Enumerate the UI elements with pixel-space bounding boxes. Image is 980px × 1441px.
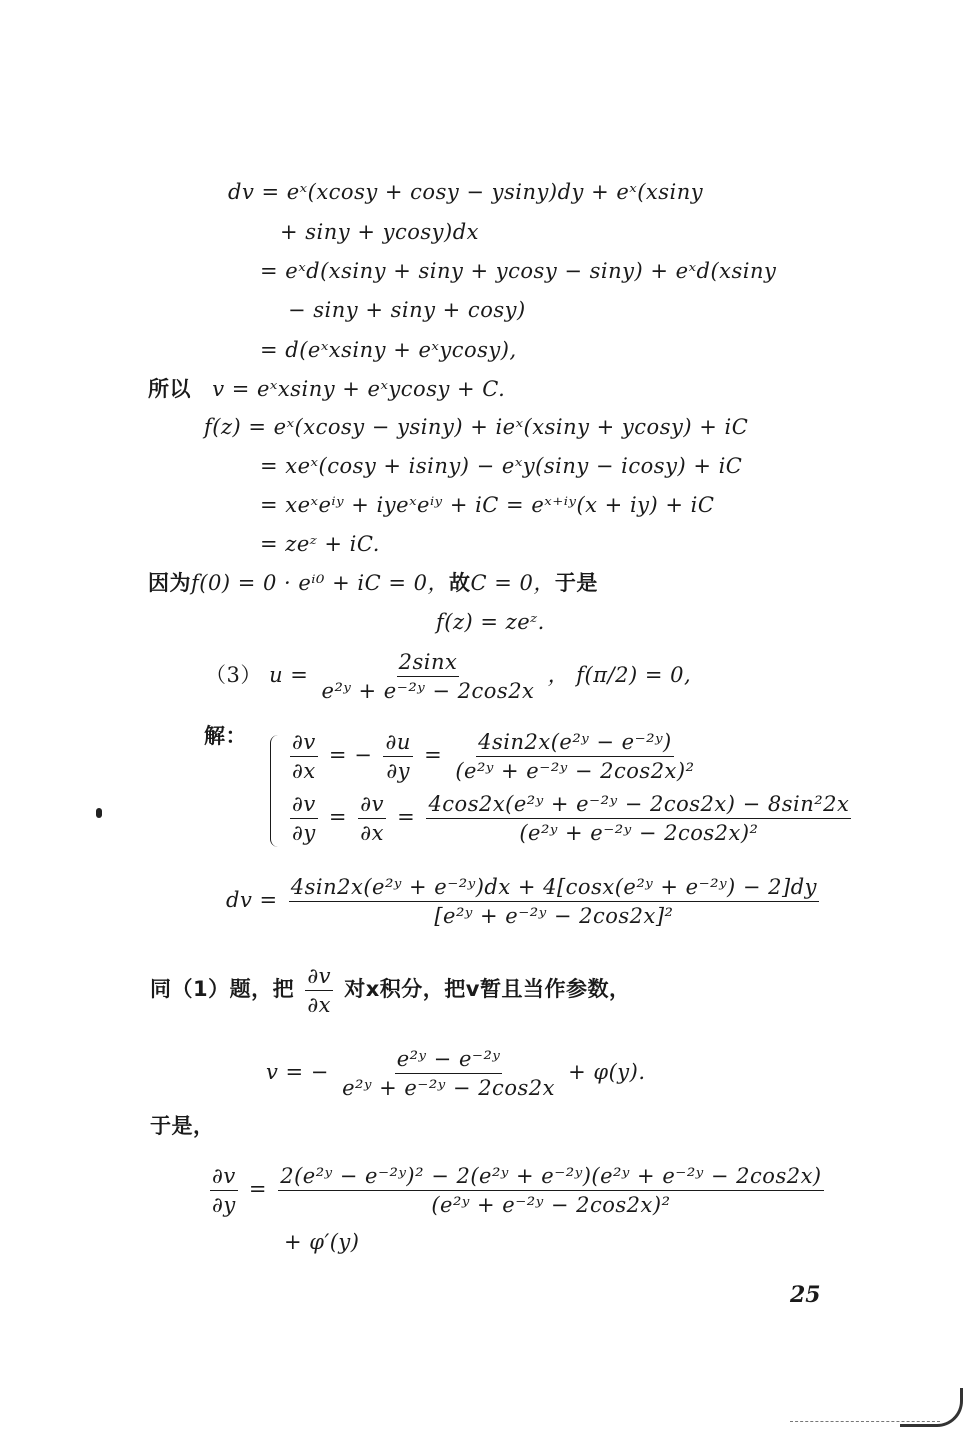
dv-numerator: 4sin2x(e²ʸ + e⁻²ʸ)dx + 4[cosx(e²ʸ + e⁻²ʸ) − 2]dy <box>289 873 819 902</box>
text-suoyi: 所以 <box>148 377 191 401</box>
eq1-minus: = − <box>328 743 373 767</box>
v-denominator: e²ʸ + e⁻²ʸ − 2cos2x <box>342 1076 555 1100</box>
system-eq-1 <box>286 728 701 785</box>
phi-prime-tail: + φ′(y) <box>284 1230 360 1254</box>
dv-dx-den-2: ∂x <box>360 821 384 845</box>
text-yushi: 于是 <box>554 571 598 595</box>
equation-line-11 <box>148 569 598 597</box>
dv-dx-num-2: ∂v <box>358 790 386 819</box>
scan-mark <box>96 808 102 818</box>
equation-line-7: f(z) = eˣ(xcosy − ysiny) + ieˣ(xsiny + ycosy) + iC <box>204 415 749 439</box>
equation-line-6 <box>148 375 505 403</box>
equation-line-4: − siny + siny + cosy) <box>288 298 526 322</box>
dv-dy-num: ∂v <box>290 790 318 819</box>
dv-denominator: [e²ʸ + e⁻²ʸ − 2cos2x]² <box>434 904 674 928</box>
last-lhs-fraction <box>210 1162 238 1219</box>
eq1-rhs-num: 4sin2x(e²ʸ − e⁻²ʸ) <box>476 728 674 757</box>
text-gu: 故 <box>448 571 471 595</box>
last-lhs-den: ∂y <box>212 1193 236 1217</box>
system-brace <box>270 735 281 847</box>
same-as-problem-1 <box>150 962 630 1019</box>
dv-dy-den: ∂y <box>292 821 316 845</box>
v-tail: + φ(y). <box>568 1060 646 1084</box>
v-expression <box>266 1045 646 1102</box>
equation-line-2: + siny + ycosy)dx <box>280 220 479 244</box>
problem-3-u: u = <box>269 663 309 687</box>
eq2-rhs-den: (e²ʸ + e⁻²ʸ − 2cos2x)² <box>519 821 759 845</box>
c-value: C = 0， <box>470 571 555 595</box>
last-rhs-den: (e²ʸ + e⁻²ʸ − 2cos2x)² <box>431 1193 671 1217</box>
eq1-rhs-den: (e²ʸ + e⁻²ʸ − 2cos2x)² <box>455 759 695 783</box>
problem-3-label: （3） <box>205 663 262 687</box>
last-rhs-num: 2(e²ʸ − e⁻²ʸ)² − 2(e²ʸ + e⁻²ʸ)(e²ʸ + e⁻²ʸ − 2cos2x) <box>278 1162 823 1191</box>
dv-dy-fraction <box>290 790 318 847</box>
text-tong: 同（1）题，把 <box>150 977 295 1001</box>
same-den: ∂x <box>307 993 332 1017</box>
solution-label: 解： <box>204 724 247 748</box>
eq2-rhs-num: 4cos2x(e²ʸ + e⁻²ʸ − 2cos2x) − 8sin²2x <box>426 790 851 819</box>
problem-3-fraction <box>320 648 537 705</box>
v-numerator: e²ʸ − e⁻²ʸ <box>395 1045 503 1074</box>
eq2-equals-1: = <box>328 805 348 829</box>
last-equals: = <box>248 1177 268 1201</box>
system-eq-2 <box>286 790 855 847</box>
dv-dx-den: ∂x <box>292 759 316 783</box>
page-number: 25 <box>790 1282 821 1308</box>
last-rhs-fraction <box>278 1162 823 1219</box>
problem-3-condition: ， f(π/2) = 0, <box>547 663 692 687</box>
equation-line-5: = d(eˣxsiny + eˣycosy), <box>260 338 517 362</box>
equation-line-1: dv = eˣ(xcosy + cosy − ysiny)dy + eˣ(xsiny <box>228 180 704 204</box>
eq1-rhs-fraction <box>453 728 696 785</box>
same-num: ∂v <box>305 962 333 991</box>
dv-dx-fraction <box>290 728 318 785</box>
scan-edge <box>790 1421 940 1422</box>
dv-fraction <box>289 873 819 930</box>
last-lhs-num: ∂v <box>210 1162 238 1191</box>
dv-expression <box>226 873 823 930</box>
text-yinwei: 因为 <box>148 571 191 595</box>
v-lhs: v = − <box>266 1060 329 1084</box>
dv-dy-expression <box>206 1162 828 1219</box>
dv-lhs: dv = <box>226 888 278 912</box>
dv-dx-fraction-2 <box>358 790 386 847</box>
problem-3 <box>205 648 691 705</box>
dv-dx-num: ∂v <box>290 728 318 757</box>
v-result: v = eˣxsiny + eˣycosy + C. <box>212 377 506 401</box>
f0-condition: f(0) = 0 · eⁱ⁰ + iC = 0， <box>191 571 449 595</box>
eq2-rhs-fraction <box>426 790 851 847</box>
problem-3-numerator: 2sinx <box>397 648 460 677</box>
equation-line-8: = xeˣ(cosy + isiny) − eˣy(siny − icosy) + iC <box>260 454 743 478</box>
same-fraction <box>305 962 333 1019</box>
du-dy-num: ∂u <box>383 728 412 757</box>
text-then: 于是， <box>150 1114 215 1138</box>
equation-line-3: = eˣd(xsiny + siny + ycosy − siny) + eˣd(xsiny <box>260 259 777 283</box>
equation-line-9: = xeˣeⁱʸ + iyeˣeⁱʸ + iC = eˣ⁺ⁱʸ(x + iy) + iC <box>260 493 715 517</box>
problem-3-denominator: e²ʸ + e⁻²ʸ − 2cos2x <box>321 679 535 703</box>
equation-line-10: = zeᶻ + iC. <box>260 532 380 556</box>
du-dy-den: ∂y <box>386 759 411 783</box>
text-integrate: 对x积分，把v暂且当作参数， <box>344 977 631 1001</box>
eq1-equals: = <box>424 743 443 767</box>
equation-line-12: f(z) = zeᶻ. <box>436 610 545 634</box>
v-fraction <box>340 1045 557 1102</box>
du-dy-fraction <box>383 728 412 785</box>
eq2-equals-2: = <box>397 805 416 829</box>
